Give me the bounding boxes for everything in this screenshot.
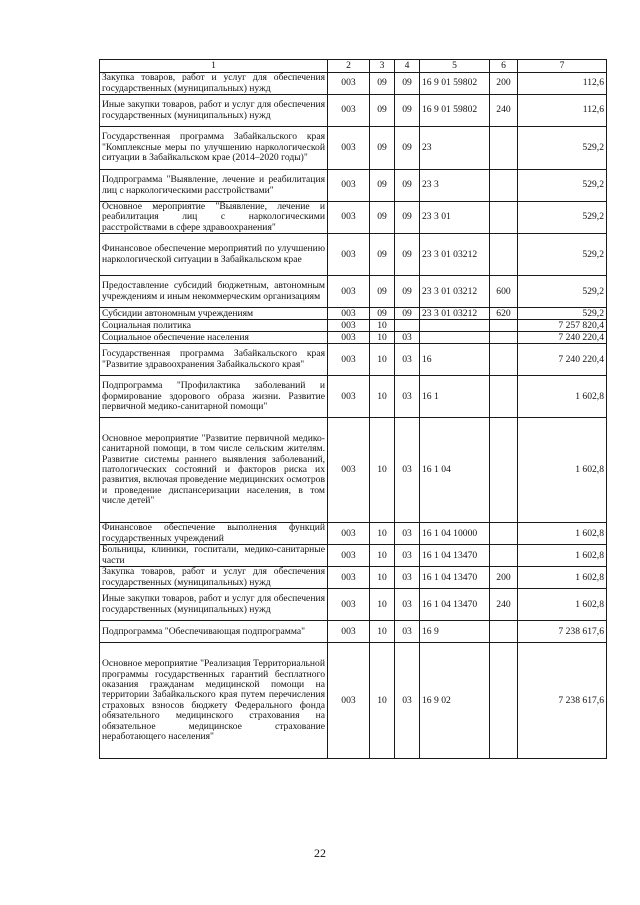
cell-amount: 7 238 617,6 <box>518 621 607 643</box>
cell-section: 10 <box>370 332 395 344</box>
cell-target-article <box>420 320 490 332</box>
table-row <box>100 621 607 643</box>
cell-expense-type <box>490 376 518 418</box>
table-row <box>100 567 607 589</box>
table-row <box>100 545 607 567</box>
table-row <box>100 202 607 234</box>
table-row <box>100 344 607 376</box>
cell-name: Предоставление субсидий бюджетным, автономным учреждениям и иным некоммерческим организациям <box>100 276 328 308</box>
cell-section: 10 <box>370 545 395 567</box>
cell-name: Подпрограмма "Обеспечивающая подпрограмма" <box>100 621 328 643</box>
cell-subsection: 03 <box>395 344 420 376</box>
budget-table <box>99 59 607 759</box>
cell-target-article: 16 1 04 <box>420 418 490 523</box>
cell-target-article: 16 9 <box>420 621 490 643</box>
cell-expense-type <box>490 418 518 523</box>
cell-admin-code: 003 <box>328 545 370 567</box>
cell-expense-type <box>490 320 518 332</box>
cell-section: 10 <box>370 621 395 643</box>
cell-expense-type <box>490 344 518 376</box>
cell-section: 10 <box>370 589 395 621</box>
cell-section: 10 <box>370 643 395 759</box>
cell-target-article: 16 9 01 59802 <box>420 95 490 127</box>
cell-subsection: 03 <box>395 376 420 418</box>
cell-target-article: 23 <box>420 127 490 170</box>
cell-name: Социальная политика <box>100 320 328 332</box>
cell-expense-type: 620 <box>490 308 518 320</box>
cell-name: Субсидии автономным учреждениям <box>100 308 328 320</box>
cell-section: 09 <box>370 308 395 320</box>
cell-admin-code: 003 <box>328 308 370 320</box>
cell-admin-code: 003 <box>328 621 370 643</box>
cell-section: 09 <box>370 127 395 170</box>
header-col-3: 3 <box>370 60 395 73</box>
cell-name: Основное мероприятие "Развитие первичной медико-санитарной помощи, в том числе сельским жителям. Развитие системы раннего выявления заболеваний, патологических состояний и факторов риска их развития, включая проведение медицинских осмотров и проведение диспансеризации населения, в том числе детей" <box>100 418 328 523</box>
table-row <box>100 376 607 418</box>
cell-amount: 7 238 617,6 <box>518 643 607 759</box>
cell-name: Основное мероприятие "Выявление, лечение и реабилитация лиц с наркологическими расстройствами в сфере здравоохранения" <box>100 202 328 234</box>
cell-amount: 1 602,8 <box>518 545 607 567</box>
cell-admin-code: 003 <box>328 589 370 621</box>
header-col-7: 7 <box>518 60 607 73</box>
cell-target-article: 23 3 <box>420 170 490 202</box>
cell-target-article: 23 3 01 <box>420 202 490 234</box>
cell-amount: 1 602,8 <box>518 567 607 589</box>
cell-name: Иные закупки товаров, работ и услуг для обеспечения государственных (муниципальных) нужд <box>100 589 328 621</box>
cell-name: Финансовое обеспечение выполнения функций государственных учреждений <box>100 523 328 545</box>
cell-amount: 7 240 220,4 <box>518 332 607 344</box>
cell-admin-code: 003 <box>328 523 370 545</box>
table-row <box>100 320 607 332</box>
table-row <box>100 73 607 95</box>
table-row <box>100 276 607 308</box>
cell-expense-type <box>490 234 518 276</box>
table-header-row <box>100 60 607 73</box>
cell-target-article: 23 3 01 03212 <box>420 234 490 276</box>
cell-expense-type: 200 <box>490 567 518 589</box>
budget-sheet <box>99 59 606 759</box>
cell-amount: 1 602,8 <box>518 523 607 545</box>
cell-section: 09 <box>370 170 395 202</box>
cell-name: Закупка товаров, работ и услуг для обеспечения государственных (муниципальных) нужд <box>100 73 328 95</box>
cell-amount: 529,2 <box>518 202 607 234</box>
cell-section: 10 <box>370 376 395 418</box>
cell-subsection: 03 <box>395 589 420 621</box>
cell-name: Больницы, клиники, госпитали, медико-санитарные части <box>100 545 328 567</box>
cell-subsection: 03 <box>395 621 420 643</box>
cell-admin-code: 003 <box>328 332 370 344</box>
cell-name: Финансовое обеспечение мероприятий по улучшению наркологической ситуации в Забайкальском крае <box>100 234 328 276</box>
table-row <box>100 95 607 127</box>
cell-admin-code: 003 <box>328 234 370 276</box>
cell-subsection: 09 <box>395 127 420 170</box>
cell-target-article: 23 3 01 03212 <box>420 276 490 308</box>
cell-amount: 7 240 220,4 <box>518 344 607 376</box>
cell-amount: 7 257 820,4 <box>518 320 607 332</box>
cell-subsection: 03 <box>395 545 420 567</box>
cell-amount: 529,2 <box>518 276 607 308</box>
cell-expense-type: 240 <box>490 589 518 621</box>
cell-subsection: 09 <box>395 234 420 276</box>
cell-amount: 1 602,8 <box>518 418 607 523</box>
cell-expense-type <box>490 545 518 567</box>
cell-section: 09 <box>370 202 395 234</box>
table-row <box>100 643 607 759</box>
cell-target-article: 16 1 04 10000 <box>420 523 490 545</box>
cell-target-article: 16 1 04 13470 <box>420 567 490 589</box>
cell-section: 10 <box>370 418 395 523</box>
cell-amount: 529,2 <box>518 127 607 170</box>
cell-section: 10 <box>370 320 395 332</box>
cell-expense-type <box>490 170 518 202</box>
table-row <box>100 308 607 320</box>
cell-amount: 112,6 <box>518 95 607 127</box>
cell-target-article: 16 9 01 59802 <box>420 73 490 95</box>
cell-section: 09 <box>370 73 395 95</box>
cell-expense-type <box>490 621 518 643</box>
cell-name: Государственная программа Забайкальского края "Развитие здравоохранения Забайкальского края" <box>100 344 328 376</box>
cell-name: Подпрограмма "Выявление, лечение и реабилитация лиц с наркологическими расстройствами" <box>100 170 328 202</box>
cell-admin-code: 003 <box>328 95 370 127</box>
cell-admin-code: 003 <box>328 567 370 589</box>
cell-name: Социальное обеспечение населения <box>100 332 328 344</box>
cell-subsection: 03 <box>395 523 420 545</box>
cell-subsection: 09 <box>395 276 420 308</box>
table-row <box>100 234 607 276</box>
cell-subsection: 03 <box>395 643 420 759</box>
cell-target-article: 16 9 02 <box>420 643 490 759</box>
cell-admin-code: 003 <box>328 344 370 376</box>
cell-name: Основное мероприятие "Реализация Территориальной программы государственных гарантий бесплатного оказания гражданам медицинской помощи на территории Забайкальского края путем перечисления страховых взносов бюджету Федерального фонда обязательного медицинского страхования на обязательное медицинское страхование неработающего населения" <box>100 643 328 759</box>
cell-admin-code: 003 <box>328 73 370 95</box>
header-col-2: 2 <box>328 60 370 73</box>
cell-expense-type <box>490 202 518 234</box>
header-col-5: 5 <box>420 60 490 73</box>
cell-amount: 1 602,8 <box>518 376 607 418</box>
header-col-6: 6 <box>490 60 518 73</box>
cell-amount: 529,2 <box>518 234 607 276</box>
cell-target-article: 23 3 01 03212 <box>420 308 490 320</box>
cell-target-article: 16 1 04 13470 <box>420 545 490 567</box>
cell-target-article: 16 <box>420 344 490 376</box>
cell-expense-type: 200 <box>490 73 518 95</box>
cell-expense-type <box>490 332 518 344</box>
cell-admin-code: 003 <box>328 127 370 170</box>
cell-section: 10 <box>370 344 395 376</box>
cell-expense-type <box>490 127 518 170</box>
table-body <box>100 60 607 759</box>
header-col-4: 4 <box>395 60 420 73</box>
cell-admin-code: 003 <box>328 643 370 759</box>
cell-expense-type <box>490 643 518 759</box>
cell-subsection: 09 <box>395 170 420 202</box>
cell-section: 09 <box>370 95 395 127</box>
table-row <box>100 523 607 545</box>
cell-admin-code: 003 <box>328 418 370 523</box>
table-row <box>100 170 607 202</box>
cell-subsection <box>395 320 420 332</box>
cell-section: 09 <box>370 276 395 308</box>
cell-amount: 529,2 <box>518 170 607 202</box>
cell-subsection: 09 <box>395 95 420 127</box>
cell-target-article: 16 1 <box>420 376 490 418</box>
table-row <box>100 418 607 523</box>
cell-expense-type: 600 <box>490 276 518 308</box>
cell-subsection: 09 <box>395 308 420 320</box>
cell-subsection: 09 <box>395 73 420 95</box>
cell-amount: 112,6 <box>518 73 607 95</box>
cell-target-article <box>420 332 490 344</box>
cell-name: Иные закупки товаров, работ и услуг для обеспечения государственных (муниципальных) нужд <box>100 95 328 127</box>
table-row <box>100 332 607 344</box>
cell-name: Закупка товаров, работ и услуг для обеспечения государственных (муниципальных) нужд <box>100 567 328 589</box>
cell-amount: 529,2 <box>518 308 607 320</box>
cell-subsection: 03 <box>395 418 420 523</box>
header-col-1: 1 <box>100 60 328 73</box>
cell-admin-code: 003 <box>328 170 370 202</box>
cell-admin-code: 003 <box>328 376 370 418</box>
cell-expense-type: 240 <box>490 95 518 127</box>
cell-section: 09 <box>370 234 395 276</box>
cell-section: 10 <box>370 523 395 545</box>
cell-name: Государственная программа Забайкальского края "Комплексные меры по улучшению наркологической ситуации в Забайкальском крае (2014–2020 годы)" <box>100 127 328 170</box>
cell-target-article: 16 1 04 13470 <box>420 589 490 621</box>
table-row <box>100 589 607 621</box>
page-number: 22 <box>314 846 326 860</box>
cell-admin-code: 003 <box>328 320 370 332</box>
table-row <box>100 127 607 170</box>
cell-amount: 1 602,8 <box>518 589 607 621</box>
cell-admin-code: 003 <box>328 276 370 308</box>
cell-subsection: 03 <box>395 567 420 589</box>
cell-subsection: 03 <box>395 332 420 344</box>
cell-admin-code: 003 <box>328 202 370 234</box>
cell-subsection: 09 <box>395 202 420 234</box>
cell-section: 10 <box>370 567 395 589</box>
cell-name: Подпрограмма "Профилактика заболеваний и формирование здорового образа жизни. Развитие первичной медико-санитарной помощи" <box>100 376 328 418</box>
cell-expense-type <box>490 523 518 545</box>
